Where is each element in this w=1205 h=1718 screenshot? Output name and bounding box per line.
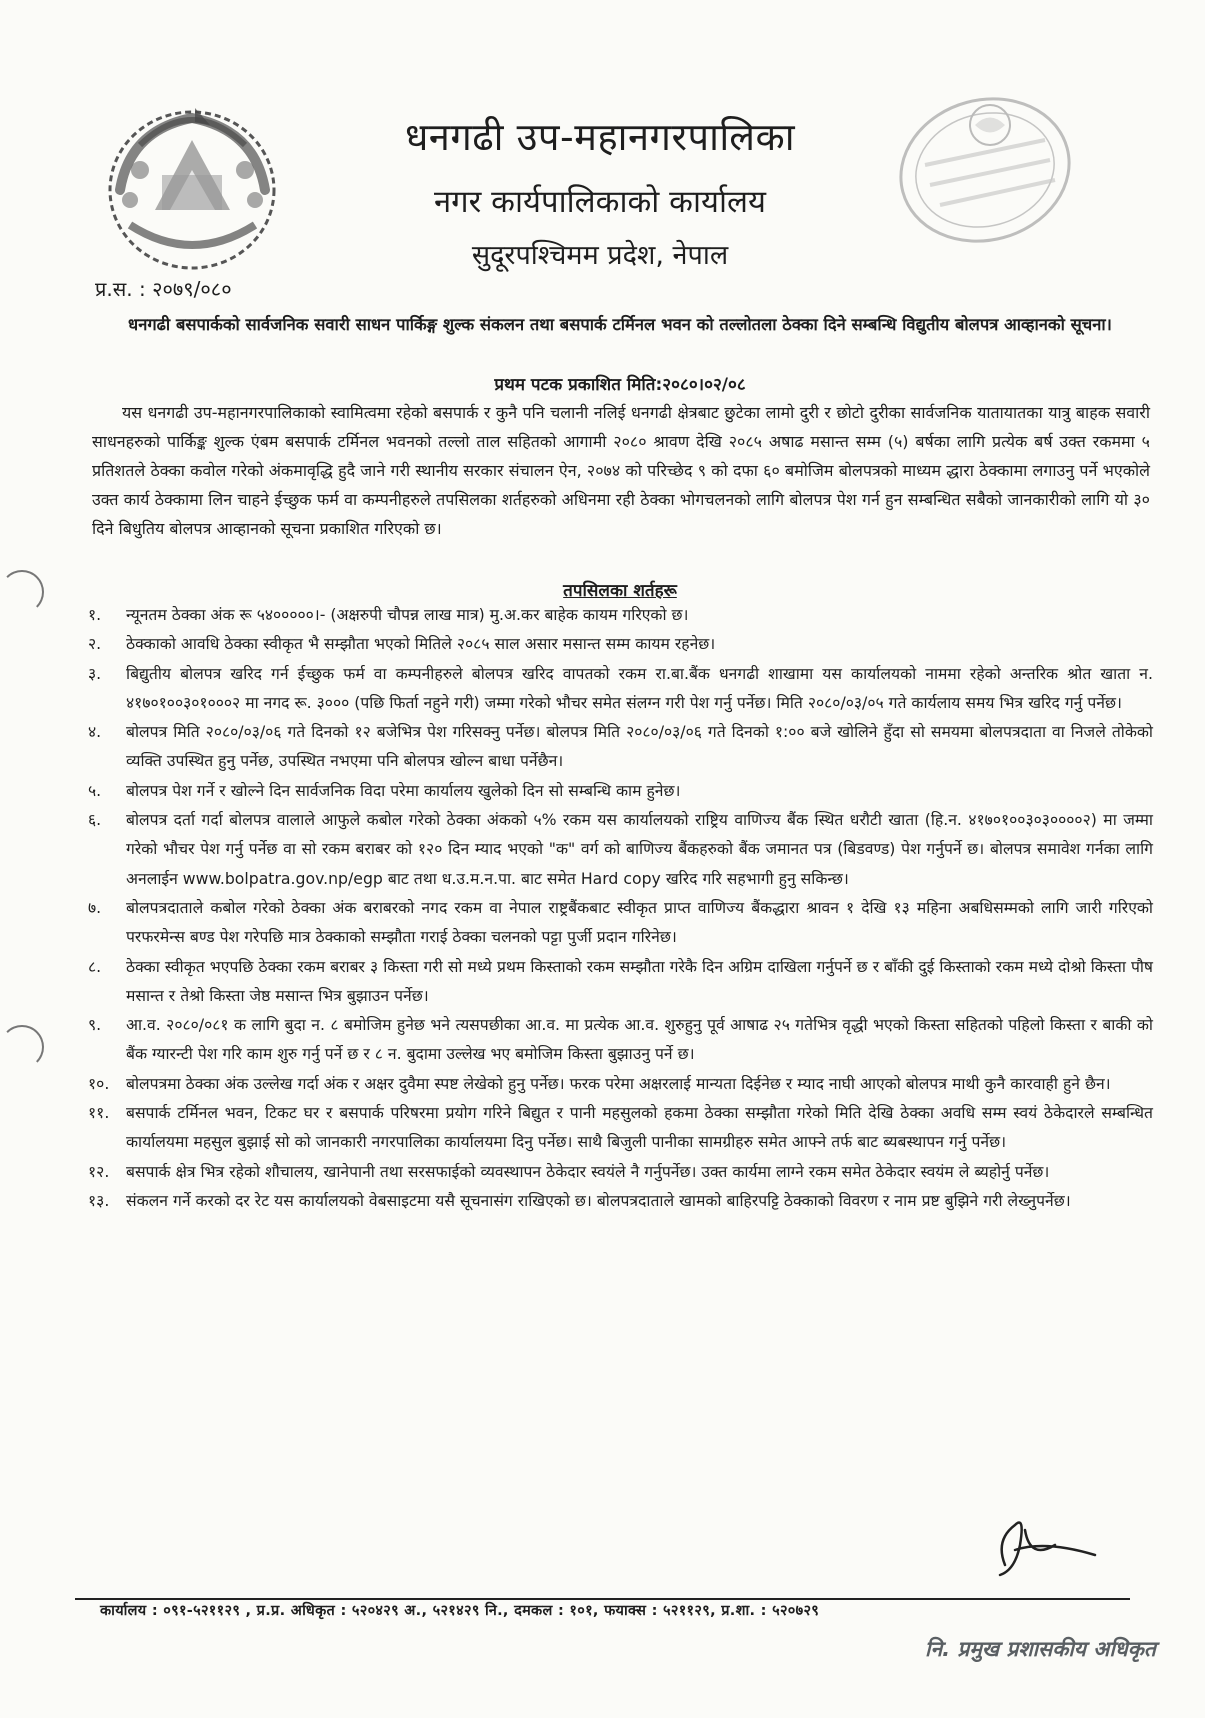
office-title: धनगढी उप-महानगरपालिका <box>404 115 796 159</box>
list-item <box>88 805 1153 893</box>
office-stamp-icon <box>885 85 1080 255</box>
nepal-emblem-icon <box>100 100 285 275</box>
list-item <box>88 893 1153 952</box>
scan-edge-mark <box>0 1025 44 1069</box>
term-number: ८. <box>88 956 102 976</box>
notice-headline: धनगढी बसपार्कको सार्वजनिक सवारी साधन पार्किङ्ग शुल्क संकलन तथा बसपार्क टर्मिनल भवन को तल्लोतला ठेक्का दिने सम्बन्धि विद्युतीय बोलपत्र आव्हानको सूचना। <box>128 315 1112 334</box>
term-text: बिद्युतीय बोलपत्र खरिद गर्न ईच्छुक फर्म वा कम्पनीहरुले बोलपत्र खरिद वापतको रकम रा.बा.बैंक धनगढी शाखामा यस कार्यालयको नाममा रहेको अन्तरिक श्रोत खाता न. ४१७०१००३०१०००२ मा नगद रू. ३००० (पछि फिर्ता नहुने गरी) जम्मा गरेको भौचर समेत संलग्न गरी पेश गर्नु पर्नेछ। मिति २०८०/०३/०५ गते कार्यलाय समय भित्र खरिद गर्नु पर्नेछ। <box>126 663 1153 712</box>
signature-icon <box>985 1510 1105 1580</box>
term-number: २. <box>88 634 102 654</box>
list-item <box>88 1157 1153 1186</box>
terms-heading: तपसिलका शर्तहरू <box>563 581 677 601</box>
footer-contacts: कार्यालय : ०९१-५२११२९ , प्र.प्र. अधिकृत : ५२०४२९ अ., ५२१४२९ नि., दमकल : १०१, फयाक्स : ५२११२९, प्र.शा. : ५२०७२९ <box>100 1603 820 1619</box>
term-text: बसपार्क क्षेत्र भित्र रहेको शौचालय, खानेपानी तथा सरसफाईको व्यवस्थापन ठेकेदार स्वयंले नै गर्नुपर्नेछ। उक्त कार्यमा लाग्ने रकम समेत ठेकेदार स्वयंम ले ब्यहोर्नु पर्नेछ। <box>126 1161 1050 1181</box>
term-text: संकलन गर्ने करको दर रेट यस कार्यालयको वेबसाइटमा यसै सूचनासंग राखिएको छ। बोलपत्रदाताले खामको बाहिरपट्टि ठेक्काको विवरण र नाम प्रष्ट बुझिने गरी लेख्नुपर्नेछ। <box>126 1190 1071 1210</box>
officer-designation: नि. प्रमुख प्रशासकीय अधिकृत <box>925 1637 1156 1661</box>
term-number: ५. <box>88 780 102 800</box>
notice-intro: यस धनगढी उप-महानगरपालिकाको स्वामित्वमा रहेको बसपार्क र कुनै पनि चलानी नलिई धनगढी क्षेत्रबाट छुटेका लामो दुरी र छोटो दुरीका सार्वजनिक यातायातका यात्रु बाहक सवारी साधनहरुको पार्किङ्क शुल्क एंबम बसपार्क टर्मिनल भवनको तल्लो ताल सहितको आगामी २०८० श्रावण देखि २०८५ अषाढ मसान्त सम्म (५) बर्षका लागि प्रत्येक बर्ष उक्त रकममा ५ प्रतिशतले ठेक्का कवोल गरेको अंकमावृद्धि हुदै जाने गरी स्थानीय सरकार संचालन ऐन, २०७४ को परिच्छेद ९ को दफा ६० बमोजिम बोलपत्रको माध्यम द्धारा ठेक्कामा लगाउनु पर्ने भएकोले उक्त कार्य ठेक्कामा लिन चाहने ईच्छुक फर्म वा कम्पनीहरुले तपसिलका शर्तहरुको अधिनमा रही ठेक्का भोगचलनको लागि बोलपत्र पेश गर्न हुन सम्बन्धित सबैको जानकारीको लागि यो ३० दिने बिधुतिय बोलपत्र आव्हानको सूचना प्रकाशित गरिएको छ। <box>92 403 1150 538</box>
term-text: बोलपत्रदाताले कबोल गरेको ठेक्का अंक बराबरको नगद रकम वा नेपाल राष्ट्रबैंकबाट स्वीकृत प्राप्त वाणिज्य बैंकद्धारा श्रावन १ देखि १३ महिना अबधिसम्मको लागि जारी गरिएको परफरमेन्स बण्ड पेश गरेपछि मात्र ठेक्काको सम्झौता गराई ठेक्का चलनको पट्टा पुर्जी प्रदान गरिनेछ। <box>126 897 1153 947</box>
term-number: १२. <box>88 1161 110 1181</box>
office-province: सुदूरपश्चिमम प्रदेश, नेपाल <box>471 240 729 271</box>
list-item <box>88 776 1153 805</box>
term-number: ३. <box>88 663 102 683</box>
term-text: आ.व. २०८०/०८१ क लागि बुदा न. ८ बमोजिम हुनेछ भने त्यसपछीका आ.व. मा प्रत्येक आ.व. शुरुहुनु पूर्व आषाढ २५ गतेभित्र वृद्धी भएको किस्ता सहितको पहिलो किस्ता र बाकी को बैंक ग्यारन्टी पेश गरि काम शुरु गर्नु पर्ने छ र ८ न. बुदामा उल्लेख भए बमोजिम किस्ता बुझाउनु पर्ने छ। <box>126 1015 1153 1064</box>
list-item <box>88 717 1153 776</box>
term-number: १०. <box>88 1073 110 1093</box>
term-text: बोलपत्र पेश गर्ने र खोल्ने दिन सार्वजनिक विदा परेमा कार्यालय खुलेको दिन सो सम्बन्धि काम हुनेछ। <box>126 780 681 800</box>
list-item <box>88 1069 1153 1098</box>
list-item <box>88 1098 1153 1157</box>
reference-number: प्र.स. : २०७९/०८० <box>95 277 232 301</box>
list-item <box>88 629 1153 658</box>
term-text: बोलपत्रमा ठेक्का अंक उल्लेख गर्दा अंक र अक्षर दुवैमा स्पष्ट लेखेको हुनु पर्नेछ। फरक परेमा अक्षरलाई मान्यता दिईनेछ र म्याद नाघी आएको बोलपत्र माथी कुनै कारवाही हुने छैन। <box>126 1073 1111 1093</box>
term-number: १३. <box>88 1190 110 1210</box>
term-text: बोलपत्र मिति २०८०/०३/०६ गते दिनको १२ बजेभित्र पेश गरिसक्नु पर्नेछ। बोलपत्र मिति २०८०/०३/०६ गते दिनको १:०० बजे खोलिने हुँदा सो समयमा बोलपत्रदाता वा निजले तोकेको व्यक्ति उपस्थित हुनु पर्नेछ, उपस्थित नभएमा पनि बोलपत्र खोल्न बाधा पर्नेछैन। <box>126 722 1153 771</box>
term-number: ७. <box>88 897 102 917</box>
term-number: ९. <box>88 1015 102 1035</box>
list-item <box>88 1186 1153 1215</box>
published-date: प्रथम पटक प्रकाशित मिति:२०८०।०२/०८ <box>494 375 746 395</box>
list-item <box>88 952 1153 1011</box>
term-number: १. <box>88 605 102 624</box>
term-text: बसपार्क टर्मिनल भवन, टिकट घर र बसपार्क परिषरमा प्रयोग गरिने बिद्युत र पानी महसुलको हकमा ठेक्का सम्झौता गरेको मिति देखि ठेक्का अवधि सम्म स्वयं ठेकेदारले सम्बन्धित कार्यालयमा महसुल बुझाई सो को जानकारी नगरपालिका कार्यालयमा दिनु पर्नेछ। साथै बिजुली पानीका सामग्रीहरु समेत आफ्ने तर्फ बाट ब्यबस्थापन गर्नु पर्नेछ। <box>126 1103 1153 1152</box>
list-item <box>88 1010 1153 1069</box>
office-subtitle: नगर कार्यपालिकाको कार्यालय <box>433 184 767 220</box>
terms-list <box>88 600 1153 1215</box>
term-text: ठेक्का स्वीकृत भएपछि ठेक्का रकम बराबर ३ किस्ता गरी सो मध्ये प्रथम किस्ताको रकम सम्झौता गरेकै दिन अग्रिम दाखिला गर्नुपर्ने छ र बाँकी दुई किस्ताको रकम मध्ये दोश्रो किस्ता पौष मसान्त र तेश्रो किस्ता जेष्ठ मसान्त भित्र बुझाउन पर्नेछ। <box>126 956 1153 1005</box>
term-text: बोलपत्र दर्ता गर्दा बोलपत्र वालाले आफुले कबोल गरेको ठेक्का अंकको ५% रकम यस कार्यालयको राष्ट्रिय वाणिज्य बैंक स्थित धरौटी खाता (हि.न. ४१७०१००३०३००००२) मा जम्मा गरेको भौचर पेश गर्नु पर्नेछ वा सो रकम बराबर को १२० दिन म्याद भएको "क" वर्ग को बाणिज्य बैंकहरुको बैंक जमानत पत्र (बिडवण्ड) पेश गर्नुपर्ने छ। बोलपत्र समावेश गर्नका लागि अनलाईन www.bolpatra.gov.np/egp बाट तथा ध.उ.म.न.पा. बाट समेत Hard copy खरिद गरि सहभागी हुनु सकिन्छ। <box>126 810 1153 888</box>
term-text: ठेक्काको आवधि ठेक्का स्वीकृत भै सम्झौता भएको मितिले २०८५ साल असार मसान्त सम्म कायम रहनेछ। <box>126 634 716 654</box>
term-number: ४. <box>88 722 102 742</box>
list-item <box>88 600 1153 629</box>
term-text: न्यूनतम ठेक्का अंक रू ५४०००००।- (अक्षरुपी चौपन्न लाख मात्र) मु.अ.कर बाहेक कायम गरिएको छ। <box>126 605 689 624</box>
term-number: ६. <box>88 810 102 830</box>
list-item <box>88 659 1153 718</box>
scan-edge-mark <box>0 570 44 614</box>
term-number: ११. <box>88 1103 110 1123</box>
